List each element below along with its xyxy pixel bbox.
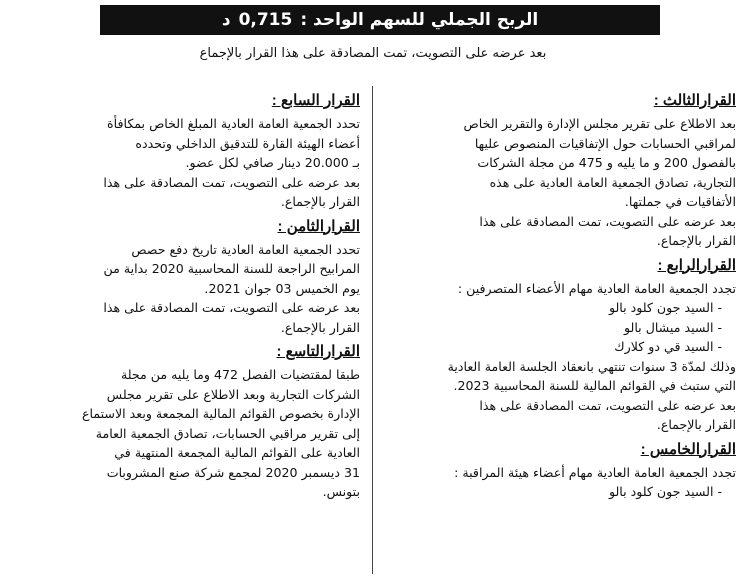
- resolution-9-line: الإدارة بخصوص القوائم المالية المجمعة وبعد الاستماع: [81, 406, 360, 421]
- resolution-7-title: القرار السابع :: [271, 92, 360, 109]
- resolution-3-title: القرارالثالث :: [653, 92, 736, 109]
- resolution-7-line: بـ 20.000 دينار صافي لكل عضو.: [185, 155, 360, 170]
- resolution-5-bullet: - السيد جون كلود بالو: [608, 484, 722, 499]
- resolution-7-line: القرار بالإجماع.: [280, 194, 360, 209]
- resolution-4-bullet: - السيد ميشال بالو: [624, 319, 722, 335]
- right-column: [386, 86, 736, 578]
- eps-label: الربح الجملي للسهم الواحد :: [300, 10, 539, 30]
- resolution-3-line: بعد عرضه على التصويت، تمت المصادقة على هذا: [479, 213, 736, 229]
- resolution-7-line: أعضاء الهيئة القارة للتدقيق الداخلي وتحدده: [135, 135, 360, 151]
- resolution-8-line: تحدد الجمعية العامة العادية تاريخ دفع حصص: [131, 241, 360, 257]
- resolution-9-line: العادية على القوائم المالية المجمعة المنتهية في: [114, 445, 360, 460]
- resolution-4-bullet: - السيد جون كلود بالو: [608, 300, 722, 315]
- resolution-4-line: بعد عرضه على التصويت، تمت المصادقة على هذا: [479, 397, 736, 413]
- eps-value: 0,715: [238, 10, 293, 30]
- resolution-8-title: القرارالثامن :: [277, 217, 360, 235]
- resolution-8-line: بعد عرضه على التصويت، تمت المصادقة على هذا: [103, 300, 360, 315]
- resolution-4-bullet: - السيد قي دو كلارك: [614, 339, 722, 354]
- resolution-8-line: القرار بالإجماع.: [280, 319, 360, 335]
- eps-banner: [100, 5, 660, 35]
- resolution-7-line: تحدد الجمعية العامة العادية المبلغ الخاص بمكافأة: [107, 116, 360, 131]
- resolution-9-line: الشركات التجارية وبعد الاطلاع على تقرير مجلس: [106, 386, 360, 402]
- resolution-3-line: بالفصول 200 و ما يليه و 475 من مجلة الشركات: [477, 155, 736, 170]
- resolution-9-title: القرارالتاسع :: [276, 343, 360, 360]
- resolution-4-line: وذلك لمدّة 3 سنوات تنتهي بانعقاد الجلسة العامة العادية: [447, 358, 736, 374]
- resolution-4-line: القرار بالإجماع.: [656, 417, 736, 432]
- resolution-5-line: تجدد الجمعية العامة العادية مهام أعضاء هيئة المراقبة :: [454, 464, 736, 480]
- resolution-5-title: القرارالخامس :: [640, 440, 736, 458]
- resolution-3-line: بعد الاطلاع على تقرير مجلس الإدارة والتقرير الخاص: [463, 116, 736, 131]
- resolution-9-line: بتونس.: [322, 484, 360, 499]
- resolution-3-line: لمراقبي الحسابات حول الإتفاقيات المنصوص عليها: [474, 135, 736, 151]
- left-column: [10, 86, 360, 578]
- resolution-9-line: 31 ديسمبر 2020 لمجمع شركة صنع المشروبات: [106, 464, 360, 480]
- resolution-7-line: بعد عرضه على التصويت، تمت المصادقة على هذا: [103, 174, 360, 190]
- resolution-9-line: طبقا لمقتضيات الفصل 472 وما يليه من مجلة: [120, 367, 360, 382]
- resolution-3-line: التجارية، تصادق الجمعية العامة العادية على هذه: [489, 174, 736, 190]
- resolution-4-line: التي ستبث في القوائم المالية للسنة المحاسبية 2023.: [453, 378, 736, 393]
- resolution-8-line: المرابيح الراجعة للسنة المحاسبية 2020 بداية من: [103, 261, 360, 276]
- approval-statement: بعد عرضه على التصويت، تمت المصادقة على هذا القرار بالإجماع: [199, 46, 547, 61]
- eps-unit: د: [221, 10, 231, 30]
- resolution-4-line: تجدد الجمعية العامة العادية مهام الأعضاء المتصرفين :: [457, 280, 736, 296]
- resolution-4-title: القرارالرابع :: [657, 256, 736, 274]
- resolution-9-line: إلى تقرير مراقبي الحسابات، تصادق الجمعية العامة: [95, 425, 360, 441]
- resolution-3-line: الأتفاقيات في جملتها.: [624, 194, 736, 209]
- resolution-3-line: القرار بالإجماع.: [656, 233, 736, 248]
- resolution-8-line: يوم الخميس 03 جوان 2021.: [204, 280, 360, 296]
- column-divider: [372, 86, 373, 574]
